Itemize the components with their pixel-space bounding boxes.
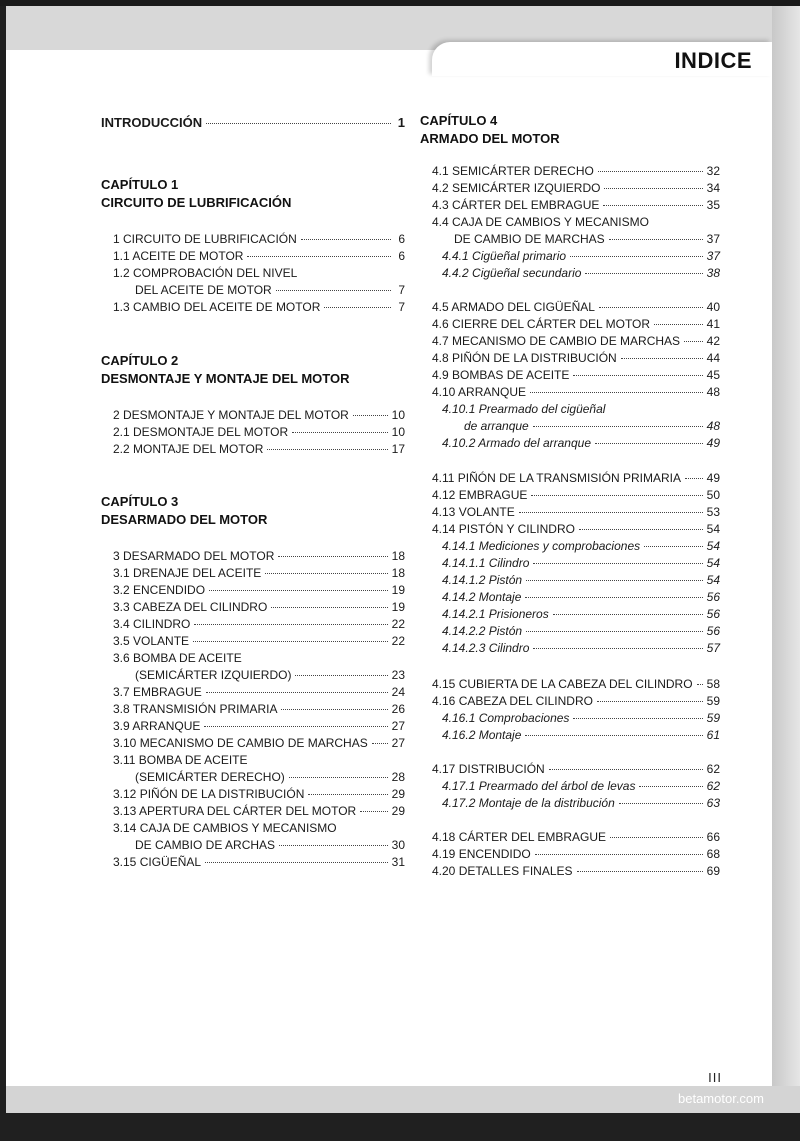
bottom-border (0, 1113, 800, 1141)
toc-entry-introduccion[interactable] (101, 115, 405, 130)
dot-leader (533, 648, 702, 649)
toc-entry-page: 27 (391, 736, 405, 750)
toc-entry-title: 1.1 ACEITE DE MOTOR (113, 249, 244, 263)
toc-entry[interactable] (113, 702, 405, 717)
toc-entry-page: 56 (706, 607, 720, 621)
toc-entry-title: 4.15 CUBIERTA DE LA CABEZA DEL CILINDRO (432, 677, 693, 691)
dot-leader (267, 449, 387, 450)
toc-entry-title: 3.4 CILINDRO (113, 617, 191, 631)
toc-entry[interactable] (113, 549, 405, 564)
dot-leader (597, 701, 703, 702)
toc-entry[interactable] (432, 164, 720, 179)
toc-entry-page: 48 (706, 385, 720, 399)
toc-entry-title: (SEMICÁRTER IZQUIERDO) (135, 668, 292, 682)
toc-entry[interactable] (135, 838, 405, 853)
toc-entry[interactable] (442, 641, 720, 656)
dot-leader (526, 580, 703, 581)
toc-entry-title: (SEMICÁRTER DERECHO) (135, 770, 285, 784)
toc-entry-page: 68 (706, 847, 720, 861)
toc-entry[interactable] (432, 864, 720, 879)
toc-entry[interactable] (113, 232, 405, 247)
toc-entry[interactable] (113, 719, 405, 734)
dot-leader (579, 529, 703, 530)
toc-entry-page: 22 (391, 634, 405, 648)
toc-entry-page: 32 (706, 164, 720, 178)
dot-leader (289, 777, 388, 778)
toc-entry[interactable] (113, 425, 405, 440)
toc-entry-title: de arranque (464, 419, 529, 433)
dot-leader (295, 675, 387, 676)
toc-entry-title: 3.2 ENCENDIDO (113, 583, 206, 597)
toc-entry-title: 4.10 ARRANQUE (432, 385, 527, 399)
toc-entry-title: 4.12 EMBRAGUE (432, 488, 528, 502)
chapter-3-title: DESARMADO DEL MOTOR (101, 512, 268, 527)
toc-entry-page: 45 (706, 368, 720, 382)
toc-entry-page: 19 (391, 600, 405, 614)
toc-entry[interactable] (113, 804, 405, 819)
toc-entry[interactable] (432, 300, 720, 315)
dot-leader (193, 641, 388, 642)
toc-entry-title: 4.19 ENCENDIDO (432, 847, 531, 861)
dot-leader (525, 735, 702, 736)
toc-entry-page: 34 (706, 181, 720, 195)
dot-leader (553, 614, 703, 615)
website-url: betamotor.com (678, 1091, 764, 1106)
toc-entry[interactable] (432, 181, 720, 196)
chapter-2-title: DESMONTAJE Y MONTAJE DEL MOTOR (101, 371, 350, 386)
toc-entry-page: 37 (706, 232, 720, 246)
toc-entry[interactable] (135, 770, 405, 785)
toc-entry-title: 4.14.2 Montaje (442, 590, 522, 604)
toc-entry-title: 4.14 PISTÓN Y CILINDRO (432, 522, 575, 536)
toc-entry[interactable] (442, 796, 720, 811)
toc-entry-page: 38 (706, 266, 720, 280)
chapter-4-title: ARMADO DEL MOTOR (420, 131, 560, 146)
toc-entry[interactable] (432, 317, 720, 332)
toc-entry-page: 41 (706, 317, 720, 331)
toc-entry[interactable] (113, 300, 405, 315)
toc-entry-title: 4.14.1.1 Cilindro (442, 556, 530, 570)
dot-leader (278, 556, 387, 557)
toc-entry-title[interactable]: 1.2 COMPROBACIÓN DEL NIVEL (113, 266, 298, 280)
toc-entry-title: 3.13 APERTURA DEL CÁRTER DEL MOTOR (113, 804, 357, 818)
toc-entry-title: 2 DESMONTAJE Y MONTAJE DEL MOTOR (113, 408, 349, 422)
dot-leader (205, 862, 388, 863)
toc-entry[interactable] (432, 471, 720, 486)
toc-entry[interactable] (432, 762, 720, 777)
toc-entry-page: 69 (706, 864, 720, 878)
toc-entry-title: 3.1 DRENAJE DEL ACEITE (113, 566, 262, 580)
toc-entry-page: 57 (706, 641, 720, 655)
toc-entry-title: 3.9 ARRANQUE (113, 719, 201, 733)
dot-leader (573, 375, 702, 376)
toc-entry-page: 53 (706, 505, 720, 519)
toc-entry[interactable] (113, 600, 405, 615)
toc-entry-page: 59 (706, 711, 720, 725)
dot-leader (549, 769, 703, 770)
page-title: INDICE (674, 48, 752, 73)
toc-entry-page: 56 (706, 590, 720, 604)
dot-leader (604, 188, 702, 189)
chapter-1-label: CAPÍTULO 1 (101, 177, 179, 192)
dot-leader (697, 684, 703, 685)
toc-entry-page: 24 (391, 685, 405, 699)
dot-leader (598, 171, 703, 172)
toc-entry[interactable] (442, 249, 720, 264)
toc-entry[interactable] (442, 436, 720, 451)
toc-entry-title: 4.11 PIÑÓN DE LA TRANSMISIÓN PRIMARIA (432, 471, 681, 485)
toc-entry-page: 48 (706, 419, 720, 433)
toc-entry-title: 4.14.2.2 Pistón (442, 624, 523, 638)
document-page (6, 6, 800, 1113)
toc-entry[interactable] (442, 266, 720, 281)
toc-entry-title: DEL ACEITE DE MOTOR (135, 283, 272, 297)
dot-leader (194, 624, 387, 625)
toc-entry-title: 4.7 MECANISMO DE CAMBIO DE MARCHAS (432, 334, 681, 348)
dot-leader (324, 307, 391, 308)
toc-entry[interactable] (442, 607, 720, 622)
dot-leader (308, 794, 387, 795)
toc-entry[interactable] (432, 694, 720, 709)
toc-entry-title[interactable]: 4.10.1 Prearmado del cigüeñal (442, 402, 606, 416)
toc-entry-page: 50 (706, 488, 720, 502)
toc-entry-title: 4.5 ARMADO DEL CIGÜEÑAL (432, 300, 595, 314)
toc-entry-page: 40 (706, 300, 720, 314)
toc-entry[interactable] (432, 334, 720, 349)
toc-entry-page: 10 (391, 408, 405, 422)
toc-entry-title: 4.17.2 Montaje de la distribución (442, 796, 615, 810)
toc-entry[interactable] (113, 566, 405, 581)
toc-entry-title: 4.17 DISTRIBUCIÓN (432, 762, 545, 776)
toc-entry[interactable] (432, 198, 720, 213)
toc-entry-page: 31 (391, 855, 405, 869)
toc-entry-title: 4.4.2 Cigüeñal secundario (442, 266, 582, 280)
toc-entry[interactable] (442, 624, 720, 639)
toc-entry-title[interactable]: 3.6 BOMBA DE ACEITE (113, 651, 242, 665)
toc-entry[interactable] (442, 556, 720, 571)
toc-entry[interactable] (442, 590, 720, 605)
toc-entry[interactable] (442, 573, 720, 588)
toc-entry-title: 4.14.2.3 Cilindro (442, 641, 530, 655)
toc-entry-title: 3.5 VOLANTE (113, 634, 190, 648)
toc-entry-title: 4.18 CÁRTER DEL EMBRAGUE (432, 830, 607, 844)
toc-entry-page: 63 (706, 796, 720, 810)
dot-leader (279, 845, 388, 846)
toc-entry-title: 1.3 CAMBIO DEL ACEITE DE MOTOR (113, 300, 321, 314)
dot-leader (603, 205, 702, 206)
toc-entry[interactable] (113, 408, 405, 423)
dot-leader (573, 718, 702, 719)
toc-entry-title: 4.8 PIÑÓN DE LA DISTRIBUCIÓN (432, 351, 617, 365)
toc-entry[interactable] (432, 368, 720, 383)
toc-entry-page: 62 (706, 779, 720, 793)
toc-entry-title: 4.4.1 Cigüeñal primario (442, 249, 567, 263)
dot-leader (577, 871, 703, 872)
toc-entry-page: 29 (391, 804, 405, 818)
toc-entry-title: 3.7 EMBRAGUE (113, 685, 202, 699)
toc-entry-page: 1 (397, 115, 405, 130)
toc-entry-page: 10 (391, 425, 405, 439)
toc-entry-title: DE CAMBIO DE ARCHAS (135, 838, 276, 852)
toc-entry-page: 30 (391, 838, 405, 852)
dot-leader (360, 811, 387, 812)
toc-entry-page: 18 (391, 549, 405, 563)
chapter-3-label: CAPÍTULO 3 (101, 494, 179, 509)
toc-entry[interactable] (442, 779, 720, 794)
right-margin-bar (772, 6, 800, 1113)
toc-entry-page: 6 (398, 232, 405, 246)
toc-entry[interactable] (113, 736, 405, 751)
toc-entry-title: 3.10 MECANISMO DE CAMBIO DE MARCHAS (113, 736, 368, 750)
toc-entry-title: 4.14.1.2 Pistón (442, 573, 523, 587)
toc-entry[interactable] (432, 830, 720, 845)
toc-entry-title: 4.1 SEMICÁRTER DERECHO (432, 164, 594, 178)
toc-entry-title: 4.16.2 Montaje (442, 728, 522, 742)
dot-leader (639, 786, 702, 787)
toc-entry-page: 58 (706, 677, 720, 691)
dot-leader (644, 546, 703, 547)
dot-leader (530, 392, 703, 393)
dot-leader (531, 495, 702, 496)
dot-leader (281, 709, 387, 710)
toc-entry-page: 54 (706, 573, 720, 587)
dot-leader (206, 123, 391, 124)
dot-leader (265, 573, 387, 574)
toc-entry-title: 4.2 SEMICÁRTER IZQUIERDO (432, 181, 601, 195)
toc-entry-title: DE CAMBIO DE MARCHAS (454, 232, 605, 246)
toc-entry-page: 59 (706, 694, 720, 708)
toc-entry-title: 3.12 PIÑÓN DE LA DISTRIBUCIÓN (113, 787, 305, 801)
toc-entry[interactable] (113, 583, 405, 598)
dot-leader (247, 256, 391, 257)
toc-entry[interactable] (442, 711, 720, 726)
toc-entry-title: 1 CIRCUITO DE LUBRIFICACIÓN (113, 232, 297, 246)
dot-leader (526, 631, 703, 632)
toc-entry-title: INTRODUCCIÓN (101, 115, 203, 130)
toc-entry[interactable] (135, 668, 405, 683)
dot-leader (621, 358, 703, 359)
dot-leader (533, 426, 703, 427)
toc-entry-title: 3 DESARMADO DEL MOTOR (113, 549, 275, 563)
dot-leader (271, 607, 387, 608)
toc-entry-title: 2.2 MONTAJE DEL MOTOR (113, 442, 264, 456)
toc-entry[interactable] (432, 847, 720, 862)
toc-entry-title: 4.6 CIERRE DEL CÁRTER DEL MOTOR (432, 317, 651, 331)
dot-leader (353, 415, 388, 416)
toc-entry-title: 3.3 CABEZA DEL CILINDRO (113, 600, 268, 614)
toc-entry-page: 26 (391, 702, 405, 716)
toc-entry[interactable] (432, 385, 720, 400)
toc-entry-page: 42 (706, 334, 720, 348)
chapter-1-title: CIRCUITO DE LUBRIFICACIÓN (101, 195, 292, 210)
toc-entry-title: 4.20 DETALLES FINALES (432, 864, 573, 878)
toc-entry[interactable] (113, 685, 405, 700)
dot-leader (301, 239, 391, 240)
toc-entry-title: 4.10.2 Armado del arranque (442, 436, 591, 450)
toc-entry-title: 3.8 TRANSMISIÓN PRIMARIA (113, 702, 278, 716)
toc-entry[interactable] (113, 617, 405, 632)
toc-entry[interactable] (454, 232, 720, 247)
toc-entry-title: 4.9 BOMBAS DE ACEITE (432, 368, 570, 382)
toc-entry-page: 54 (706, 522, 720, 536)
toc-entry-title[interactable]: 3.11 BOMBA DE ACEITE (113, 753, 248, 767)
toc-entry-title: 4.16 CABEZA DEL CILINDRO (432, 694, 593, 708)
toc-entry-page: 18 (391, 566, 405, 580)
dot-leader (684, 341, 703, 342)
toc-entry-page: 22 (391, 617, 405, 631)
toc-entry-title: 4.3 CÁRTER DEL EMBRAGUE (432, 198, 600, 212)
toc-entry-page: 44 (706, 351, 720, 365)
toc-entry-page: 19 (391, 583, 405, 597)
toc-entry[interactable] (442, 728, 720, 743)
toc-entry-title[interactable]: 4.4 CAJA DE CAMBIOS Y MECANISMO (432, 215, 649, 229)
toc-entry-page: 62 (706, 762, 720, 776)
toc-entry-page: 61 (706, 728, 720, 742)
toc-entry[interactable] (442, 539, 720, 554)
dot-leader (619, 803, 703, 804)
toc-entry[interactable] (432, 351, 720, 366)
dot-leader (535, 854, 703, 855)
dot-leader (292, 432, 387, 433)
chapter-4-label: CAPÍTULO 4 (420, 113, 498, 128)
dot-leader (525, 597, 702, 598)
toc-entry-title: 4.14.1 Mediciones y comprobaciones (442, 539, 641, 553)
toc-entry[interactable] (113, 634, 405, 649)
toc-entry-page: 27 (391, 719, 405, 733)
dot-leader (685, 478, 703, 479)
toc-entry-page: 54 (706, 556, 720, 570)
toc-entry-page: 37 (706, 249, 720, 263)
dot-leader (570, 256, 703, 257)
dot-leader (599, 307, 703, 308)
toc-entry[interactable] (432, 505, 720, 520)
toc-entry[interactable] (432, 677, 720, 692)
dot-leader (209, 590, 388, 591)
dot-leader (276, 290, 391, 291)
toc-entry-title[interactable]: 3.14 CAJA DE CAMBIOS Y MECANISMO (113, 821, 337, 835)
toc-entry-page: 54 (706, 539, 720, 553)
dot-leader (654, 324, 703, 325)
toc-entry-title: 4.13 VOLANTE (432, 505, 515, 519)
chapter-2-label: CAPÍTULO 2 (101, 353, 179, 368)
toc-entry[interactable] (113, 855, 405, 870)
toc-entry-title: 2.1 DESMONTAJE DEL MOTOR (113, 425, 289, 439)
toc-entry-page: 66 (706, 830, 720, 844)
toc-entry-page: 56 (706, 624, 720, 638)
toc-entry[interactable] (113, 442, 405, 457)
toc-entry-title: 3.15 CIGÜEÑAL (113, 855, 202, 869)
dot-leader (585, 273, 702, 274)
dot-leader (610, 837, 703, 838)
dot-leader (533, 563, 702, 564)
toc-entry[interactable] (135, 283, 405, 298)
toc-entry[interactable] (432, 488, 720, 503)
toc-entry-page: 23 (391, 668, 405, 682)
toc-entry[interactable] (113, 249, 405, 264)
toc-entry-page: 29 (391, 787, 405, 801)
toc-entry-page: 49 (706, 471, 720, 485)
toc-entry[interactable] (432, 522, 720, 537)
dot-leader (204, 726, 387, 727)
toc-entry-page: 17 (391, 442, 405, 456)
page-number: III (708, 1070, 722, 1085)
toc-entry-page: 49 (706, 436, 720, 450)
toc-entry-title: 4.14.2.1 Prisioneros (442, 607, 549, 621)
dot-leader (519, 512, 703, 513)
toc-entry-page: 28 (391, 770, 405, 784)
toc-entry-title: 4.16.1 Comprobaciones (442, 711, 570, 725)
toc-entry-page: 6 (398, 249, 405, 263)
toc-entry-page: 7 (398, 283, 405, 297)
dot-leader (609, 239, 703, 240)
toc-entry[interactable] (464, 419, 720, 434)
toc-entry-page: 35 (706, 198, 720, 212)
dot-leader (595, 443, 703, 444)
dot-leader (372, 743, 388, 744)
toc-entry-title: 4.17.1 Prearmado del árbol de levas (442, 779, 636, 793)
toc-entry-page: 7 (398, 300, 405, 314)
dot-leader (206, 692, 388, 693)
toc-entry[interactable] (113, 787, 405, 802)
